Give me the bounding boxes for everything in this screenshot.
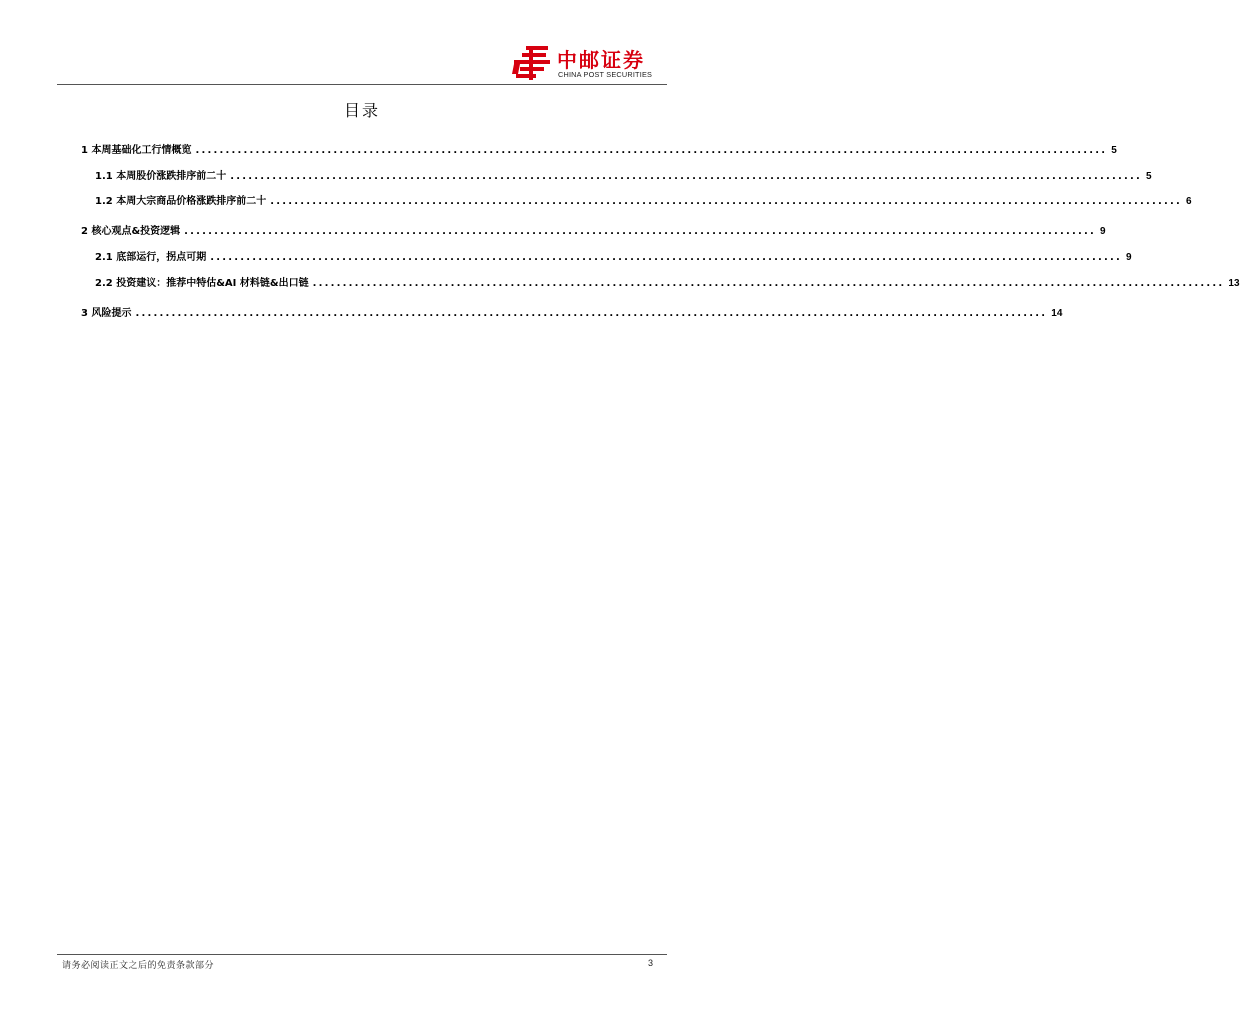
toc-entry-label: 2 核心观点&投资逻辑: [81, 226, 181, 237]
toc-entry-2-1[interactable]: [95, 248, 1132, 264]
toc-entry-page: 5: [1146, 171, 1152, 182]
toc-dot-leader: ........................................................................................................................................................: [230, 171, 1143, 182]
toc-dot-leader: ........................................................................................................................................................: [184, 226, 1096, 237]
toc-entry-label: 1.1 本周股价涨跌排序前二十: [95, 171, 227, 182]
toc-dot-leader: ........................................................................................................................................................: [135, 308, 1048, 319]
toc-entry-page: 14: [1051, 308, 1063, 319]
toc-dot-leader: ........................................................................................................................................................: [210, 252, 1123, 263]
logo-chinese-name: 中邮证券: [557, 48, 645, 72]
disclaimer-note: 请务必阅读正文之后的免责条款部分: [62, 961, 215, 971]
company-logo: [512, 44, 672, 84]
toc-entry-1[interactable]: [81, 141, 1117, 157]
footer-divider: [57, 954, 667, 955]
toc-dot-leader: ........................................................................................................................................................: [270, 196, 1183, 207]
toc-dot-leader: ........................................................................................................................................................: [312, 278, 1225, 289]
page-number: 3: [648, 958, 654, 968]
toc-entry-page: 6: [1186, 196, 1192, 207]
toc-title: 目录: [343, 101, 380, 120]
toc-entry-label: 1.2 本周大宗商品价格涨跌排序前二十: [95, 196, 267, 207]
toc-entry-1-1[interactable]: [95, 167, 1152, 183]
toc-entry-page: 5: [1111, 145, 1117, 156]
toc-entry-label: 1 本周基础化工行情概览: [81, 145, 192, 156]
toc-entry-page: 9: [1126, 252, 1132, 263]
toc-entry-2[interactable]: [81, 222, 1106, 238]
china-post-logo-icon: [512, 44, 552, 82]
toc-entry-page: 9: [1100, 226, 1106, 237]
toc-dot-leader: ........................................................................................................................................................: [195, 145, 1108, 156]
toc-entry-label: 2.2 投资建议：推荐中特估&AI 材料链&出口链: [95, 278, 309, 289]
logo-english-name: CHINA POST SECURITIES: [558, 70, 653, 79]
toc-entry-label: 3 风险提示: [81, 308, 132, 319]
toc-entry-2-2[interactable]: [95, 274, 1240, 290]
toc-entry-label: 2.1 底部运行，拐点可期: [95, 252, 207, 263]
toc-entry-1-2[interactable]: [95, 192, 1192, 208]
toc-entry-3[interactable]: [81, 304, 1063, 320]
toc-entry-page: 13: [1228, 278, 1240, 289]
header-divider: [57, 84, 667, 85]
